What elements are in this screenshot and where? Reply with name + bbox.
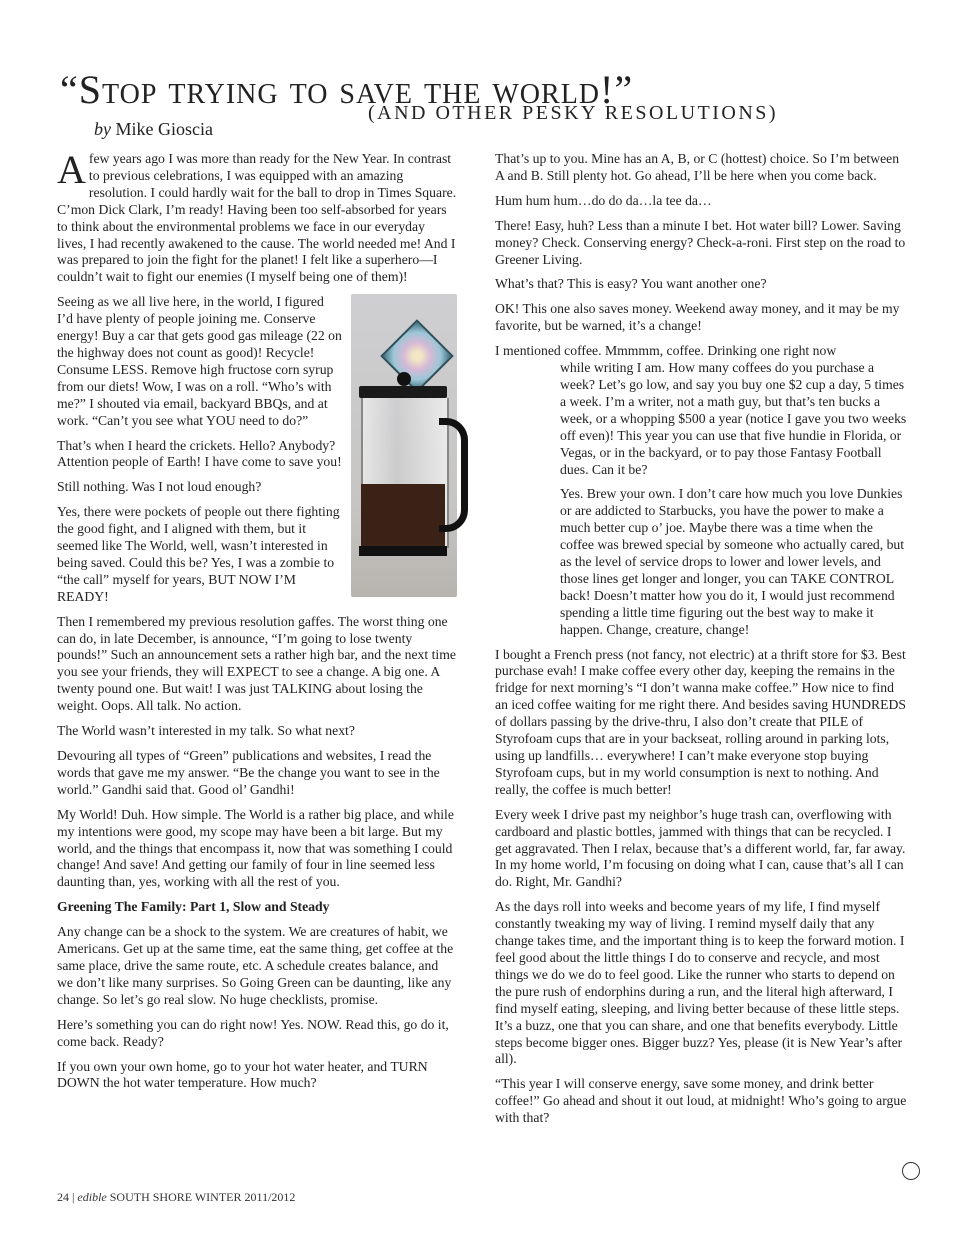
- paragraph: Every week I drive past my neighbor’s huge trash can, overflowing with cardboard and plastic bottles, jammed with things that can be recycled. I get aggravated. Then I relax, because that’s a different world, far, far away. In my home world, I’m focusing on doing what I can, cause that’s all I can do. Right, Mr. Gandhi?: [495, 806, 906, 890]
- paragraph: Yes. Brew your own. I don’t care how much you love Dunkies or are addicted to Starbucks, you have the power to make a much better cup o’ joe. Maybe there was a time when the coffee was brewed special by someone who actually cared, but as the level of service drops to lower and lower levels, and those lines get longer and longer, you can TAKE CONTROL back! Doesn’t matter how you do it, I would just recommend spending a little time figuring out the best way to make it happen. Change, creature, change!: [560, 486, 905, 637]
- section-heading: Greening The Family: Part 1, Slow and Steady: [57, 899, 330, 915]
- paragraph: “This year I will conserve energy, save some money, and drink better coffee!” Go ahead and shout it out loud, at midnight! Who’s going to argue with that?: [495, 1076, 907, 1126]
- footer-separator: |: [72, 1190, 75, 1204]
- paragraph: Any change can be a shock to the system. We are creatures of habit, we Americans. Get up at the same time, eat the same thing, get coffee at the same place, drive the same route, etc. A schedule creates balance, and we don’t like many surprises. So Going Green can be daunting, like any change. So let’s go real slow. No huge checklists, promise.: [57, 924, 454, 1007]
- paragraph: Here’s something you can do right now! Yes. NOW. Read this, go do it, come back. Ready?: [57, 1016, 449, 1049]
- paragraph: [57, 147, 457, 286]
- paragraph: OK! This one also saves money. Weekend away money, and it may be my favorite, but be warned, it’s a change!: [495, 301, 900, 334]
- paragraph: My World! Duh. How simple. The World is a rather big place, and while my intentions were good, my scope may have been a bit large. But my world, and the things that encompass it, now that was something I could change! And save! And getting our family of four in line seemed less daunting than, yes, working with all the rest of you.: [57, 806, 454, 890]
- byline: [94, 119, 213, 140]
- footer-brand: edible: [77, 1190, 107, 1204]
- page-footer: [57, 1190, 295, 1205]
- paragraph: If you own your own home, go to your hot water heater, and TURN DOWN the hot water temperature. How much?: [57, 1058, 428, 1091]
- paragraph: [495, 343, 910, 360]
- paragraph-lead: I mentioned coffee. Mmmmm, coffee. Drinking one right now: [495, 343, 837, 359]
- drop-cap: A: [57, 147, 86, 192]
- paragraph: Devouring all types of “Green” publications and websites, I read the words that gave me my answer. “Be the change you want to see in the world.” Gandhi said that. Good ol’ Gandhi!: [57, 748, 440, 797]
- footer-publication: SOUTH SHORE WINTER 2011/2012: [109, 1190, 296, 1204]
- byline-prefix: by: [94, 119, 111, 139]
- paragraph: The World wasn’t interested in my talk. So what next?: [57, 723, 355, 739]
- paragraph: Still nothing. Was I not loud enough?: [57, 479, 262, 495]
- article-title: “Stop trying to save the world!”: [60, 67, 634, 112]
- french-press-photo: [351, 294, 457, 597]
- paragraph: Yes, there were pockets of people out there fighting the good fight, and I aligned with them, but it seemed like The World, well, wasn’t interested in being saved. Could this be? Yes, I was a zombie to “the call” myself for years, BUT NOW I’M READY!: [57, 504, 340, 604]
- paragraph-text: few years ago I was more than ready for the New Year. In contrast to previous celebrations, I was equipped with an amazing resolution. I could hardly wait for the ball to drop in Times Square. C’mon Dick Clark, I’m ready! Having been too self-absorbed for years to think about the environmental problems we face in our everyday lives, I had recently awakened to the cause. The world needed me! And I was prepared to join the fight for the planet! I felt like a superhero—I couldn’t wait to fight our enemies (I myself being one of them)!: [57, 151, 457, 285]
- paragraph: Then I remembered my previous resolution gaffes. The worst thing one can do, in late December, is announce, “I’m going to lose twenty pounds!” Such an announcement sets a rather high bar, and the next time you see your friends, they will EXPECT to see a change. A big one. A twenty pound one. But wait! I was just TALKING about losing the weight. Oops. All talk. No action.: [57, 613, 456, 714]
- paragraph: Hum hum hum…do do da…la tee da…: [495, 192, 712, 208]
- paragraph: That’s up to you. Mine has an A, B, or C (hottest) choice. So I’m between A and B. Still plenty hot. Go ahead, I’ll be here when you come back.: [495, 151, 900, 183]
- paragraph: I bought a French press (not fancy, not electric) at a thrift store for $3. Best purchase evah! I make coffee every other day, keeping the remains in the fridge for next morning’s “I don’t wanna make coffee.” How nice to find an iced coffee waiting for me right there. And besides saving HUNDREDS of dollars passing by the drive-thru, I also don’t create that PILE of Styrofoam cups that are in your backseat, rolling around in parking lots, using up landfills… everywhere! I can’t make everyone stop buying Styrofoam cups, but in my world consumption is next to nothing. And really, the coffee is much better!: [495, 646, 907, 797]
- page-number: 24: [57, 1190, 69, 1204]
- paragraph: There! Easy, huh? Less than a minute I bet. Hot water bill? Lower. Saving money? Check. Conserving energy? Check-a-roni. First step on the road to Greener Living.: [495, 217, 906, 267]
- paragraph: As the days roll into weeks and become years of my life, I find myself constantly tweaking my way of living. I remind myself daily that any change takes time, and the important thing is to keep the forward motion. I feel good about the little things I do to conserve and recycle, and most things we do we do to feel good. Like the runner who starts to depend on the pure rush of endorphins during a run, and the literal high afterward, I find myself eating, sleeping, and living better because of these little steps. It’s a buzz, one that you can share, and one that benefits everybody. Little steps become bigger ones. Bigger buzz? Yes, please (it is New Year’s after all).: [495, 899, 905, 1067]
- paragraph: Seeing as we all live here, in the world, I figured I’d have plenty of people joining me. Conserve energy! Buy a car that gets good gas mileage (22 on the highway does not count as good)! Recycle! Consume LESS. Remove high fructose corn syrup from our diets! Wow, I was on a roll. “Who’s with me?” I shouted via email, backyard BBQs, and at work. “Can’t you see what YOU need to do?”: [57, 294, 342, 428]
- end-mark-icon: [902, 1162, 920, 1180]
- article-subtitle: (AND OTHER PESKY RESOLUTIONS): [368, 102, 779, 124]
- author-name: Mike Gioscia: [115, 119, 213, 139]
- left-column: [57, 147, 457, 1100]
- paragraph: That’s when I heard the crickets. Hello? Anybody? Attention people of Earth! I have come to save you!: [57, 437, 342, 470]
- right-column: [495, 151, 910, 1135]
- paragraph: What’s that? This is easy? You want another one?: [495, 276, 767, 292]
- paragraph: while writing I am. How many coffees do you purchase a week? Let’s go low, and say you buy one $2 cup a day, 5 times a week. I’m a writer, not a math guy, but that’s ten bucks a week, or a whopping $500 a year (notice I gave you two weeks off even)! This year you can use that five hundie in Florida, or Vegas, or in the backyard, or to pay those Fantasy Football dues. Can it be?: [560, 360, 907, 477]
